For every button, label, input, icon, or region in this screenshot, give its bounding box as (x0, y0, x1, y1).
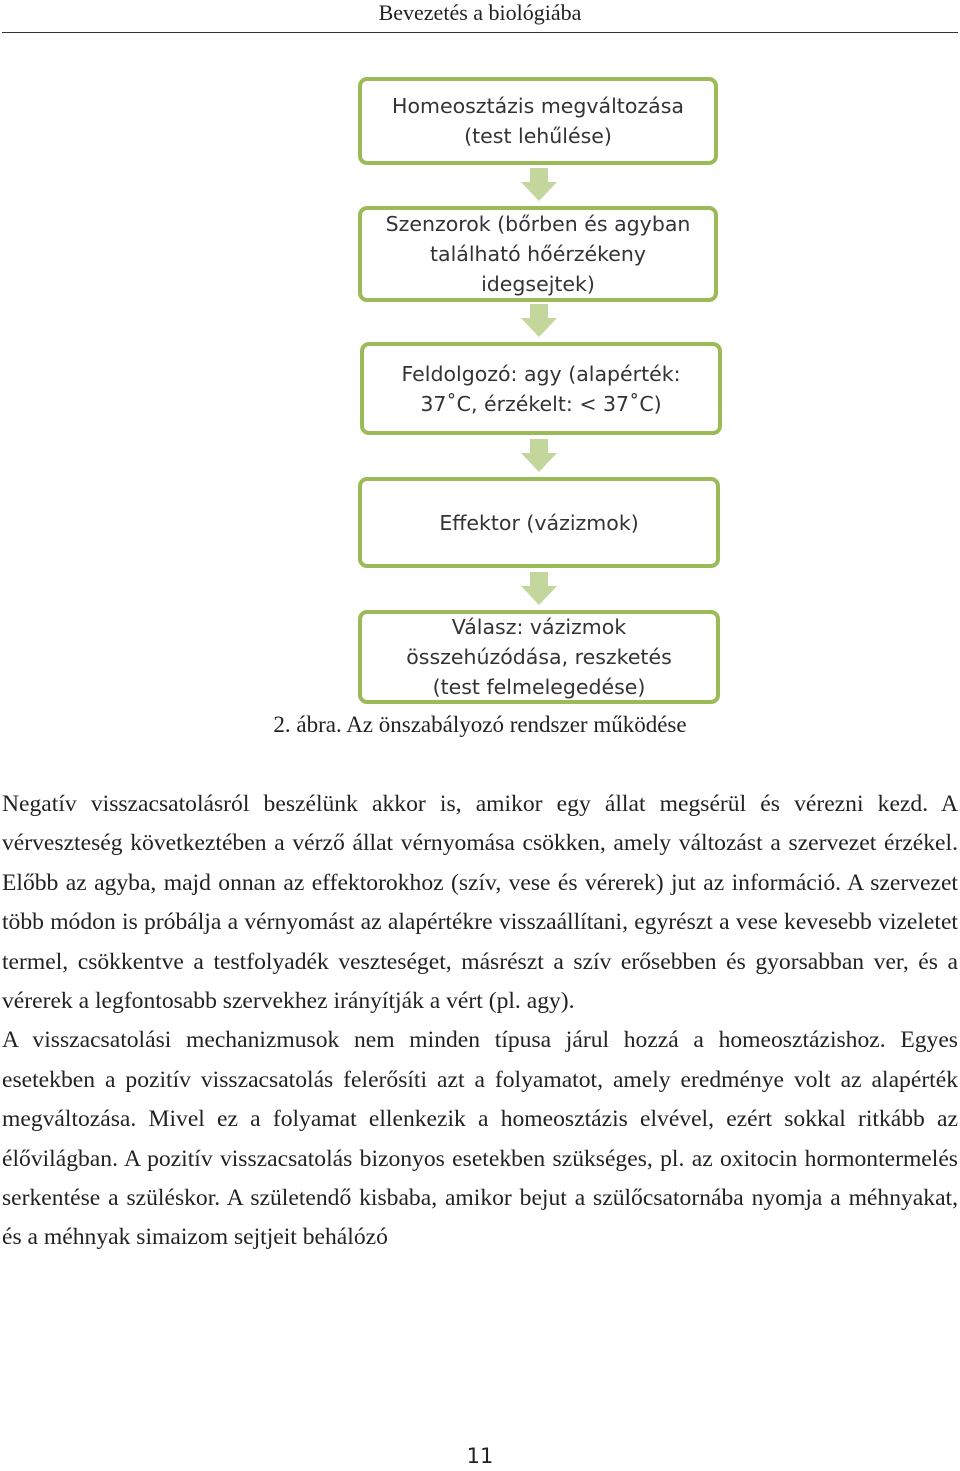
paragraph: Negatív visszacsatolásról beszélünk akkor is, amikor egy állat megsérül és vérezni kezd. A vérveszteség következtében a vérző állat vérnyomása csökken, amely változást a szervezet érzékel. Előbb az agyba, majd onnan az effektorokhoz (szív, vese és vérerek) jut az információ. A szervezet több módon is próbálja a vérnyomást az alapértékre visszaállítani, egyrészt a vese kevesebb vizeletet termel, csökkentve a testfolyadék veszteséget, másrészt a szív erősebben és gyorsabban ver, és a vérerek a legfontosabb szervekhez irányítják a vért (pl. agy). (2, 791, 958, 1015)
flowchart-box-response (358, 610, 720, 704)
flowchart-box-effector (358, 477, 720, 568)
paragraph: A visszacsatolási mechanizmusok nem minden típusa járul hozzá a homeosztázishoz. Egyes esetekben a pozitív visszacsatolás felerősíti azt a folyamatot, amely eredménye volt az alapérték megváltozása. Mivel ez a folyamat ellenkezik a homeosztázis elvével, ezért sokkal ritkább az élővilágban. A pozitív visszacsatolás bizonyos esetekben szükséges, pl. az oxitocin hormontermelés serkentése a szüléskor. A születendő kisbaba, amikor bejut a szülőcsatornába nyomja a méhnyakat, és a méhnyak simaizom sejtjeit behálózó (2, 1027, 958, 1251)
running-header: Bevezetés a biológiába (378, 0, 582, 25)
flowchart-box-text: Válasz: vázizmok összehúzódása, reszketés (test felmelegedése) (406, 615, 672, 699)
flowchart-box-text: Szenzorok (bőrben és agyban található hőérzékeny idegsejtek) (385, 212, 691, 296)
flowchart-box-text: Feldolgozó: agy (alapérték: 37˚C, érzékelt: < 37˚C) (401, 361, 681, 416)
flow-arrow-down-icon (520, 439, 558, 473)
flow-arrow-down-icon (520, 572, 558, 606)
flowchart-box-sensors (358, 206, 718, 302)
flow-arrow-down-icon (520, 168, 558, 202)
flowchart-box-text: Homeosztázis megváltozása (test lehűlése) (392, 94, 684, 148)
flowchart-box-processor (360, 342, 722, 435)
flowchart-box-stimulus (358, 77, 718, 165)
header-divider (2, 32, 958, 33)
flow-arrow-down-icon (520, 304, 558, 338)
body-text (2, 785, 958, 1258)
figure-caption: 2. ábra. Az önszabályozó rendszer működése (273, 712, 687, 737)
page-number: 11 (466, 1444, 494, 1468)
flowchart-box-text: Effektor (vázizmok) (439, 510, 639, 535)
